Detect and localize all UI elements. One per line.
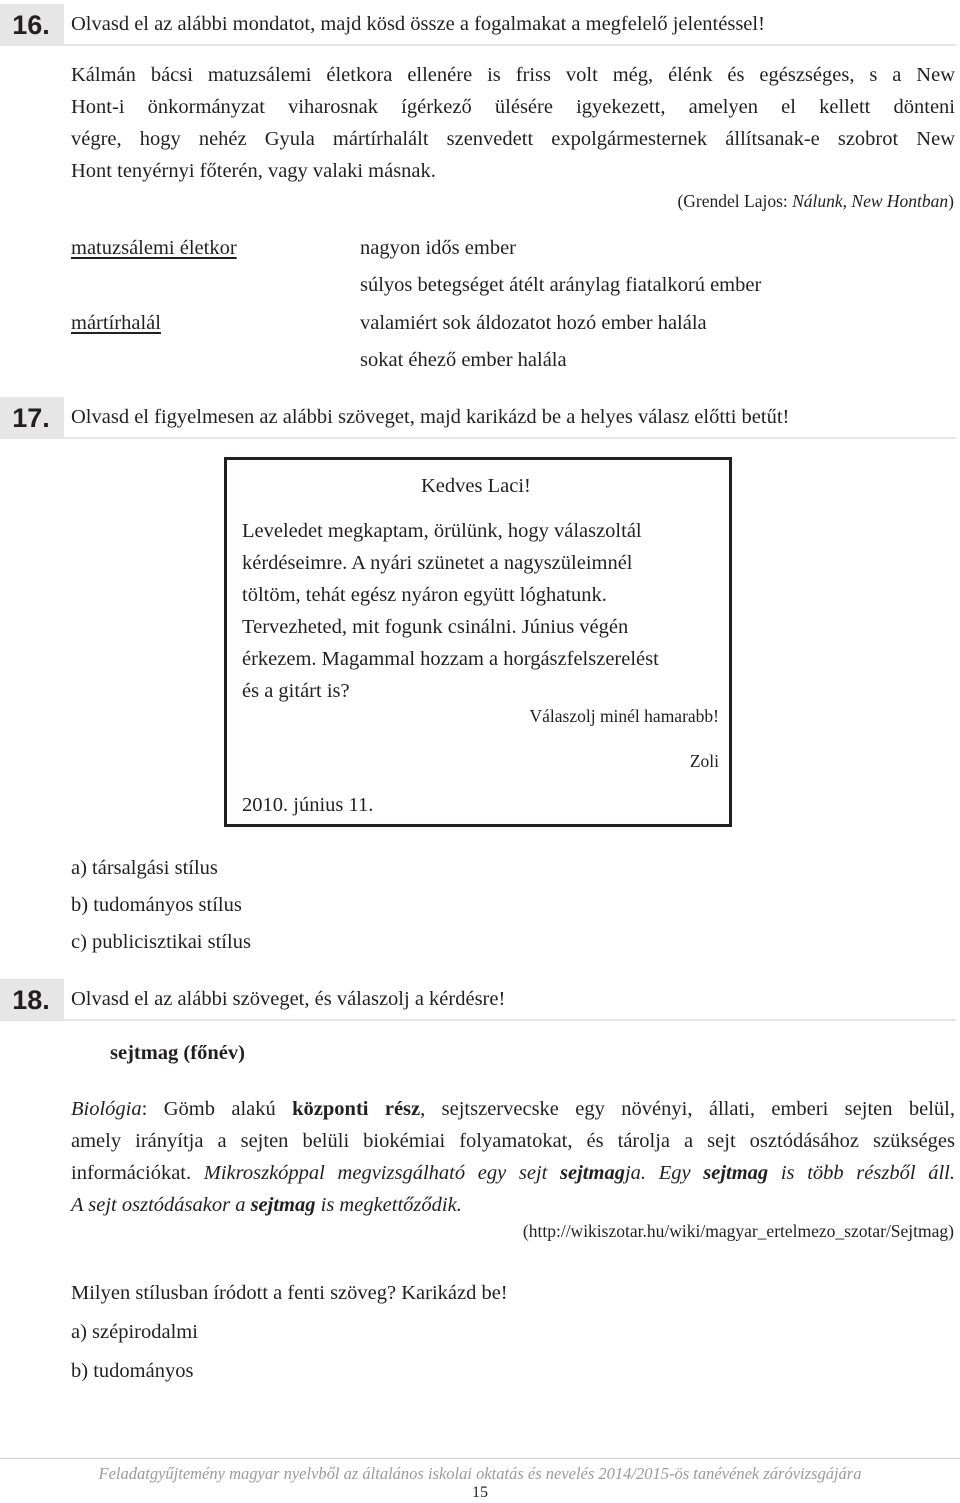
meaning-2[interactable]: súlyos betegséget átélt aránylag fiatalkorú ember (360, 274, 762, 296)
definition-run: is megkettőződik. (315, 1194, 462, 1216)
definition-line (71, 1189, 955, 1221)
definition-run: is több részből áll. (768, 1162, 955, 1184)
footer-text: Feladatgyűjtemény magyar nyelvből az általános iskolai oktatás és nevelés 2014/2015-ös tanévének záróvizsgájára (98, 1464, 862, 1483)
excerpt-line: Hont tenyérnyi főterén, vagy valaki másnak. (71, 160, 436, 182)
footer-divider (0, 1458, 960, 1459)
definition-run: sejtmag (703, 1162, 769, 1184)
excerpt-citation: (Grendel Lajos: Nálunk, New Hontban) (677, 191, 954, 211)
question-instruction: Olvasd el az alábbi szöveget, és válaszolj a kérdésre! (71, 988, 506, 1010)
question-18-header (0, 979, 956, 1021)
excerpt-line: Hont-i önkormányzat viharosnak ígérkező ülésére igyekezett, amelyen el kellett dönteni (71, 96, 955, 118)
option-a[interactable]: a) szépirodalmi (71, 1321, 198, 1343)
definition-run: információkat. (71, 1162, 204, 1184)
question-number: 17. (12, 403, 50, 433)
letter-line: és a gitárt is? (242, 680, 350, 702)
style-question: Milyen stílusban íródott a fenti szöveg? Karikázd be! (71, 1282, 508, 1304)
letter-line: töltöm, tehát egész nyáron együtt lóghatunk. (242, 584, 607, 606)
letter-line: Leveledet megkaptam, örülünk, hogy válaszoltál (242, 520, 642, 542)
option-a[interactable]: a) társalgási stílus (71, 857, 218, 879)
definition-run: A sejt osztódásakor a (71, 1194, 251, 1216)
excerpt-line: végre, hogy nehéz Gyula mártírhalált szenvedett expolgármesternek állítsanak-e szobrot New (71, 128, 955, 150)
citation-title: Nálunk, New Hontban (792, 191, 949, 211)
definition-run: ja. Egy (624, 1162, 704, 1184)
letter-line: Tervezheted, mit fogunk csinálni. Június végén (242, 616, 629, 638)
letter-line: érkezem. Magammal hozzam a horgászfelszerelést (242, 648, 659, 670)
question-16-header (0, 4, 956, 46)
definition-run: Mikroszkóppal megvizsgálható egy sejt (203, 1162, 561, 1184)
definition-line (71, 1093, 955, 1125)
dictionary-headword: sejtmag (főnév) (110, 1042, 245, 1064)
question-instruction: Olvasd el figyelmesen az alábbi szöveget, majd karikázd be a helyes válasz előtti betűt! (71, 406, 790, 428)
letter-date: 2010. június 11. (242, 794, 374, 816)
letter-box (224, 457, 732, 827)
definition-line (71, 1157, 955, 1189)
meaning-1[interactable]: nagyon idős ember (360, 237, 516, 259)
source-citation: (http://wikiszotar.hu/wiki/magyar_ertelmezo_szotar/Sejtmag) (522, 1221, 954, 1241)
meaning-4[interactable]: sokat éhező ember halála (360, 349, 567, 371)
excerpt-line: Kálmán bácsi matuzsálemi életkora ellenére is friss volt még, élénk és egészséges, s a New (71, 64, 955, 86)
meaning-3[interactable]: valamiért sok áldozatot hozó ember halála (360, 312, 707, 334)
letter-line: kérdéseimre. A nyári szünetet a nagyszüleimnél (242, 552, 633, 574)
letter-signature: Zoli (689, 751, 719, 771)
term-matuzsalemi[interactable]: matuzsálemi életkor (71, 237, 237, 259)
definition-run: amely irányítja a sejten belüli biokémiai folyamatokat, és tárolja a sejt osztódásához szükséges (71, 1130, 955, 1152)
definition-run: : Gömb alakú (141, 1098, 293, 1120)
question-instruction: Olvasd el az alábbi mondatot, majd kösd össze a fogalmakat a megfelelő jelentéssel! (71, 13, 765, 35)
definition-run: Biológia (71, 1098, 142, 1120)
question-number: 18. (12, 985, 50, 1015)
question-17-header (0, 397, 956, 439)
page-number: 15 (472, 1484, 488, 1501)
letter-body (242, 515, 659, 707)
definition-run: , sejtszervecske egy növényi, állati, emberi sejten belül, (420, 1098, 955, 1120)
definition-run: központi rész (292, 1098, 421, 1120)
literary-excerpt (71, 59, 955, 187)
option-b[interactable]: b) tudományos (71, 1360, 194, 1382)
definition-run: sejtmag (250, 1194, 316, 1216)
option-b[interactable]: b) tudományos stílus (71, 894, 242, 916)
option-c[interactable]: c) publicisztikai stílus (71, 931, 251, 953)
letter-closing: Válaszolj minél hamarabb! (529, 706, 719, 726)
definition-line (71, 1125, 955, 1157)
term-martirhalal[interactable]: mártírhalál (71, 312, 161, 334)
letter-greeting: Kedves Laci! (421, 475, 531, 497)
question-number: 16. (12, 10, 50, 40)
definition-run: sejtmag (560, 1162, 625, 1184)
dictionary-definition (71, 1093, 955, 1221)
